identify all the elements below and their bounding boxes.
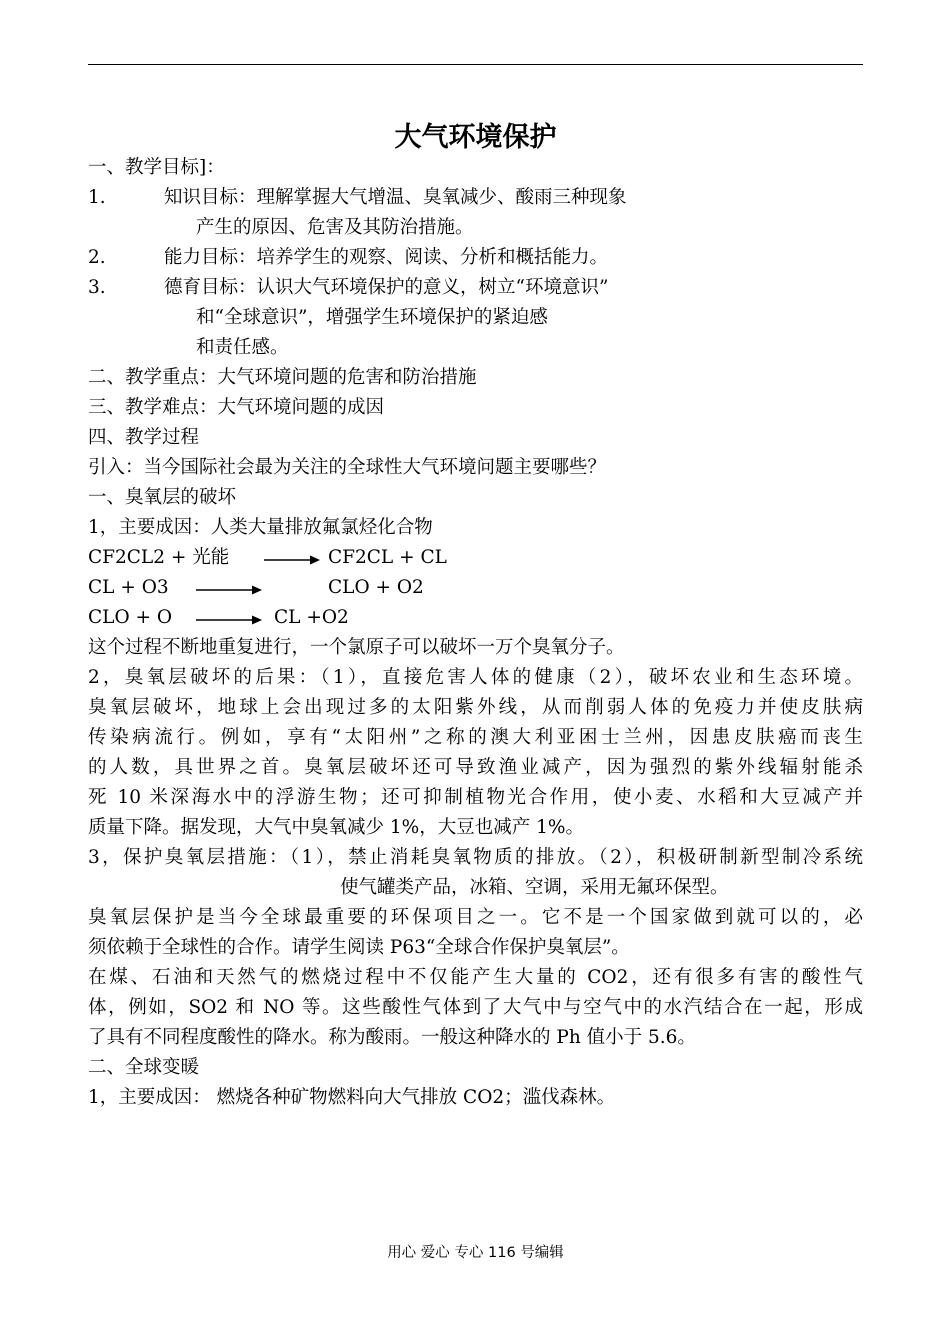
consequence-line: 传染病流行。例如，享有“太阳州”之称的澳大利亚困士兰州，因患皮肤癌而丧生 xyxy=(88,727,863,748)
warming-cause: 1，主要成因： 燃烧各种矿物燃料向大气排放 CO2；滥伐森林。 xyxy=(88,1087,616,1108)
reaction-right: CF2CL + CL xyxy=(328,547,447,568)
goal-item-1 xyxy=(88,183,863,213)
header-rule xyxy=(88,64,863,65)
reaction-left: CL + O3 xyxy=(88,577,169,598)
consequence-line: 臭氧层破坏，地球上会出现过多的太阳紫外线，从而削弱人体的免疫力并使皮肤病 xyxy=(88,697,863,718)
reaction-2 xyxy=(88,573,863,603)
goals-heading: 一、教学目标]： xyxy=(88,157,225,178)
process-heading: 四、教学过程 xyxy=(88,427,200,448)
consequence-line: 死 10 米深海水中的浮游生物；还可抑制植物光合作用，使小麦、水稻和大豆减产并 xyxy=(88,787,863,808)
arrow-icon xyxy=(196,573,262,603)
document-body xyxy=(88,153,863,1113)
measures-continued: 使气罐类产品，冰箱、空调，采用无氟环保型。 xyxy=(340,877,729,898)
reaction-1 xyxy=(88,543,863,573)
reaction-3 xyxy=(88,603,863,633)
reaction-right: CLO + O2 xyxy=(328,577,424,598)
difficulty: 三、教学难点：大气环境问题的成因 xyxy=(88,397,385,418)
page-title: 大气环境保护 xyxy=(394,122,557,153)
key-point: 二、教学重点：大气环境问题的危害和防治措施 xyxy=(88,367,477,388)
goal-text: 德育目标：认识大气环境保护的意义，树立“环境意识” xyxy=(164,277,609,298)
consequence-line: 的人数，具世界之首。臭氧层破坏还可导致渔业减产，因为强烈的紫外线辐射能杀 xyxy=(88,757,863,778)
goal-item-1-continued: 产生的原因、危害及其防治措施。 xyxy=(196,217,474,238)
acid-rain-line: 体，例如，SO2 和 NO 等。这些酸性气体到了大气中与空气中的水汽结合在一起，形成 xyxy=(88,997,863,1018)
consequence-last-line: 质量下降。据发现，大气中臭氧减少 1%，大豆也减产 1%。 xyxy=(88,817,584,838)
goal-item-2 xyxy=(88,243,863,273)
reaction-left: CLO + O xyxy=(88,607,173,628)
protection-last-line: 须依赖于全球性的合作。请学生阅读 P63“全球合作保护臭氧层”。 xyxy=(88,937,630,958)
acid-rain-line: 在煤、石油和天然气的燃烧过程中不仅能产生大量的 CO2，还有很多有害的酸性气 xyxy=(88,967,863,988)
intro: 引入：当今国际社会最为关注的全球性大气环境问题主要哪些？ xyxy=(88,457,607,478)
goal-number: 2. xyxy=(88,247,106,268)
arrow-icon xyxy=(264,543,320,573)
arrow-icon xyxy=(196,603,262,633)
goal-item-3-continued: 和“全球意识”，增强学生环境保护的紧迫感 xyxy=(196,307,548,328)
protection-line: 臭氧层保护是当今全球最重要的环保项目之一。它不是一个国家做到就可以的，必 xyxy=(88,907,863,928)
reaction-left: CF2CL2 + 光能 xyxy=(88,547,230,568)
goal-number: 3. xyxy=(88,277,106,298)
page-footer: 用心 爱心 专心 116 号编辑 xyxy=(387,1245,564,1261)
warming-heading: 二、全球变暖 xyxy=(88,1057,200,1078)
ozone-heading: 一、臭氧层的破坏 xyxy=(88,487,237,508)
consequence-line: 2，臭氧层破坏的后果：（1），直接危害人体的健康（2），破坏农业和生态环境。 xyxy=(88,667,863,688)
goal-item-3 xyxy=(88,273,863,303)
acid-rain-last-line: 了具有不同程度酸性的降水。称为酸雨。一般这种降水的 Ph 值小于 5.6。 xyxy=(88,1027,696,1048)
goal-number: 1. xyxy=(88,187,106,208)
goal-item-3-continued-2: 和责任感。 xyxy=(196,337,289,358)
repeat-text: 这个过程不断地重复进行，一个氯原子可以破坏一万个臭氧分子。 xyxy=(88,637,625,658)
goal-text: 知识目标：理解掌握大气增温、臭氧减少、酸雨三种现象 xyxy=(164,187,627,208)
ozone-cause: 1，主要成因：人类大量排放氟氯烃化合物 xyxy=(88,517,433,538)
goal-text: 能力目标：培养学生的观察、阅读、分析和概括能力。 xyxy=(164,247,609,268)
measures-line: 3，保护臭氧层措施：（1），禁止消耗臭氧物质的排放。（2），积极研制新型制冷系统 xyxy=(88,847,863,868)
reaction-right: CL +O2 xyxy=(274,607,349,628)
